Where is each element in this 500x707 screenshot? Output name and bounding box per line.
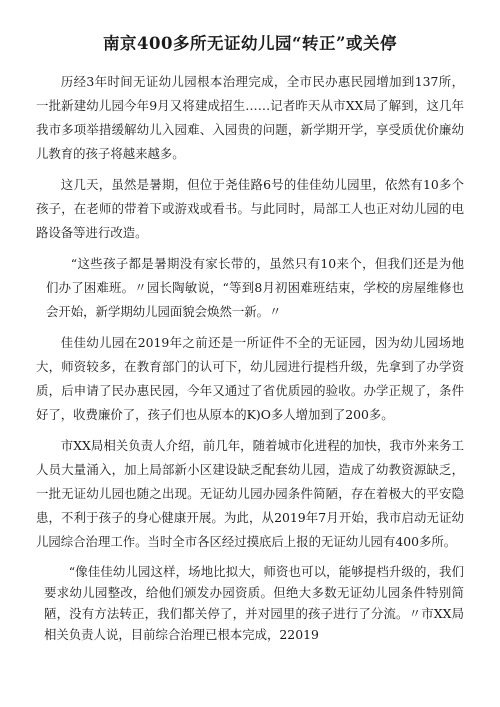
paragraph-1: 历经3年时间无证幼儿园根本治理完成，全市民办惠民园增加到137所，一批新建幼儿园今年9月又将建成招生……记者昨天从市XX局了解到，这几年我市多项举措缓解幼儿入园难、入园贵的问题，新学期开学，享受质优价廉幼儿教育的孩子将越来越多。 (36, 74, 464, 161)
paragraph-4: 佳佳幼儿园在2019年之前还是一所证件不全的无证园，因为幼儿园场地大，师资较多，在教育部门的认可下，幼儿园进行提档升级，先拿到了办学资质，后申请了民办惠民园，今年又通过了省优质园的验收。办学正规了，条件好了，收费廉价了，孩子们也从原本的K)O多人增加到了200多。 (36, 335, 464, 422)
paragraph-2: 这几天，虽然是暑期，但位于尧佳路6号的佳佳幼儿园里，依然有10多个孩子，在老师的带着下或游戏或看书。与此同时，局部工人也正对幼儿园的电路设备等进行改造。 (36, 177, 464, 240)
paragraph-5: 市XX局相关负责人介绍，前几年，随着城市化进程的加快，我市外来务工人员大量涌入，加上局部新小区建设缺乏配套幼儿园，造成了幼教资源缺乏，一批无证幼儿园也随之出现。无证幼儿园办园条件简陋，存在着极大的平安隐患，不利于孩子的身心健康开展。为此，从2019年7月开始，我市启动无证幼儿园综合治理工作。当时全市各区经过摸底后上报的无证幼儿园有400多所。 (36, 438, 464, 549)
paragraph-3: “这些孩子都是暑期没有家长带的，虽然只有10来个，但我们还是为他们办了困难班。〃园长陶敏说，“等到8月初困难班结束，学校的房屋维修也会开始，新学期幼儿园面貌会焕然一新。〃 (46, 256, 464, 319)
paragraph-6: “像佳佳幼儿园这样，场地比拟大，师资也可以，能够提档升级的，我们要求幼儿园整改，给他们颁发办园资质。但绝大多数无证幼儿园条件特别简陋，没有方法转正，我们都关停了，并对园里的孩子进行了分流。〃市XX局相关负责人说，目前综合治理已根本完成，22019 (44, 564, 464, 642)
document-title: 南京400多所无证幼儿园“转正”或关停 (103, 34, 397, 53)
